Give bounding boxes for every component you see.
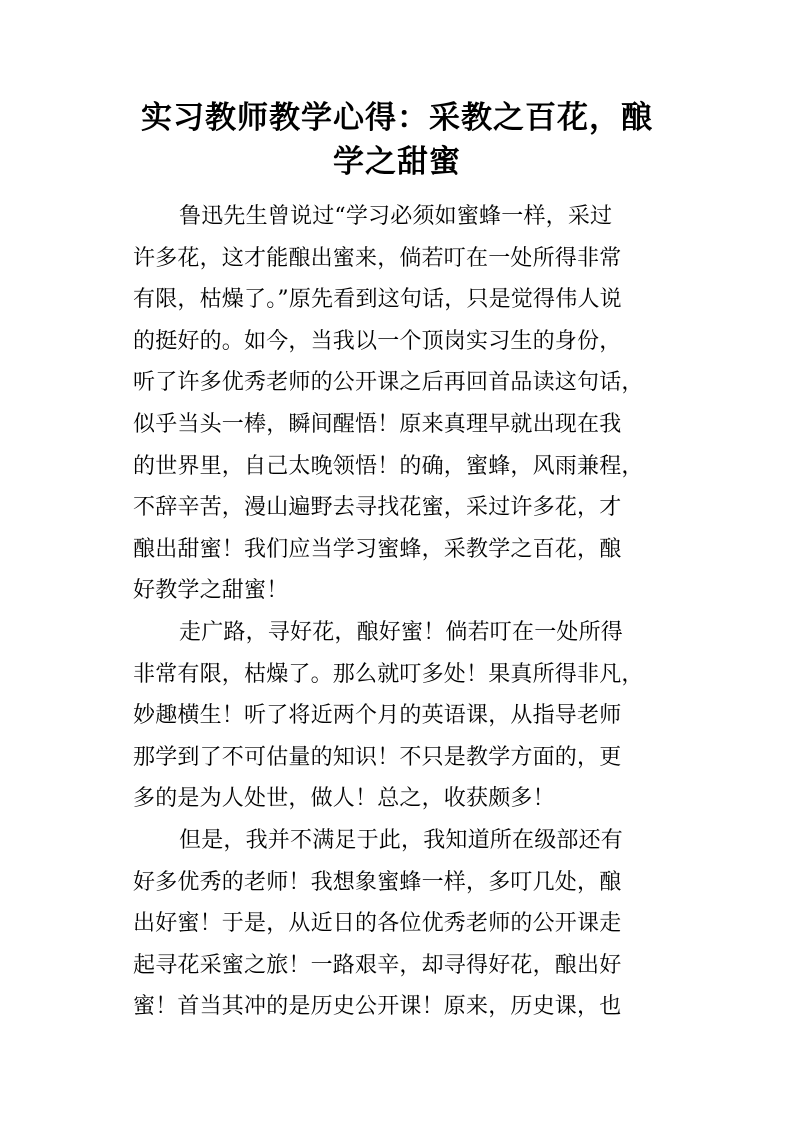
text-line: 听了许多优秀老师的公开课之后再回首品读这句话，	[133, 370, 644, 396]
text-line: 那学到了不可估量的知识！不只是教学方面的，更	[133, 744, 622, 770]
paragraph	[133, 196, 663, 612]
text-line: 蜜！首当其冲的是历史公开课！原来，历史课，也	[133, 994, 622, 1020]
text-line: 起寻花采蜜之旅！一路艰辛，却寻得好花，酿出好	[133, 952, 622, 978]
text-line: 的世界里，自己太晚领悟！的确，蜜蜂，风雨兼程，	[133, 453, 644, 479]
text-line: 不辞辛苦，漫山遍野去寻找花蜜，采过许多花，才	[133, 495, 622, 521]
text-line: 的挺好的。如今，当我以一个顶岗实习生的身份，	[133, 328, 622, 354]
text-line: 好多优秀的老师！我想象蜜蜂一样，多叮几处，酿	[133, 869, 622, 895]
title-line: 学之甜蜜	[333, 144, 461, 180]
document-title	[120, 96, 674, 184]
text-line: 许多花，这才能酿出蜜来，倘若叮在一处所得非常	[133, 245, 622, 271]
text-line: 出好蜜！于是，从近日的各位优秀老师的公开课走	[133, 911, 622, 937]
text-line: 多的是为人处世，做人！总之，收获颇多！	[133, 786, 555, 812]
text-line: 但是，我并不满足于此，我知道所在级部还有	[179, 827, 624, 853]
paragraph	[133, 820, 663, 1028]
text-line: 似乎当头一棒，瞬间醒悟！原来真理早就出现在我	[133, 411, 622, 437]
paragraph	[133, 612, 663, 820]
text-line: 好教学之甜蜜！	[133, 578, 289, 604]
text-line: 非常有限，枯燥了。那么就叮多处！果真所得非凡，	[133, 661, 644, 687]
text-line: 走广路，寻好花，酿好蜜！倘若叮在一处所得	[179, 619, 624, 645]
document-body	[133, 196, 663, 1028]
text-line: 酿出甜蜜！我们应当学习蜜蜂，采教学之百花，酿	[133, 536, 622, 562]
text-line: 鲁迅先生曾说过“学习必须如蜜蜂一样，采过	[179, 204, 613, 229]
title-line: 实习教师教学心得：采教之百花，酿	[141, 100, 653, 136]
text-line: 妙趣横生！听了将近两个月的英语课，从指导老师	[133, 703, 622, 729]
text-line: 有限，枯燥了。”原先看到这句话，只是觉得伟人说	[133, 287, 622, 313]
